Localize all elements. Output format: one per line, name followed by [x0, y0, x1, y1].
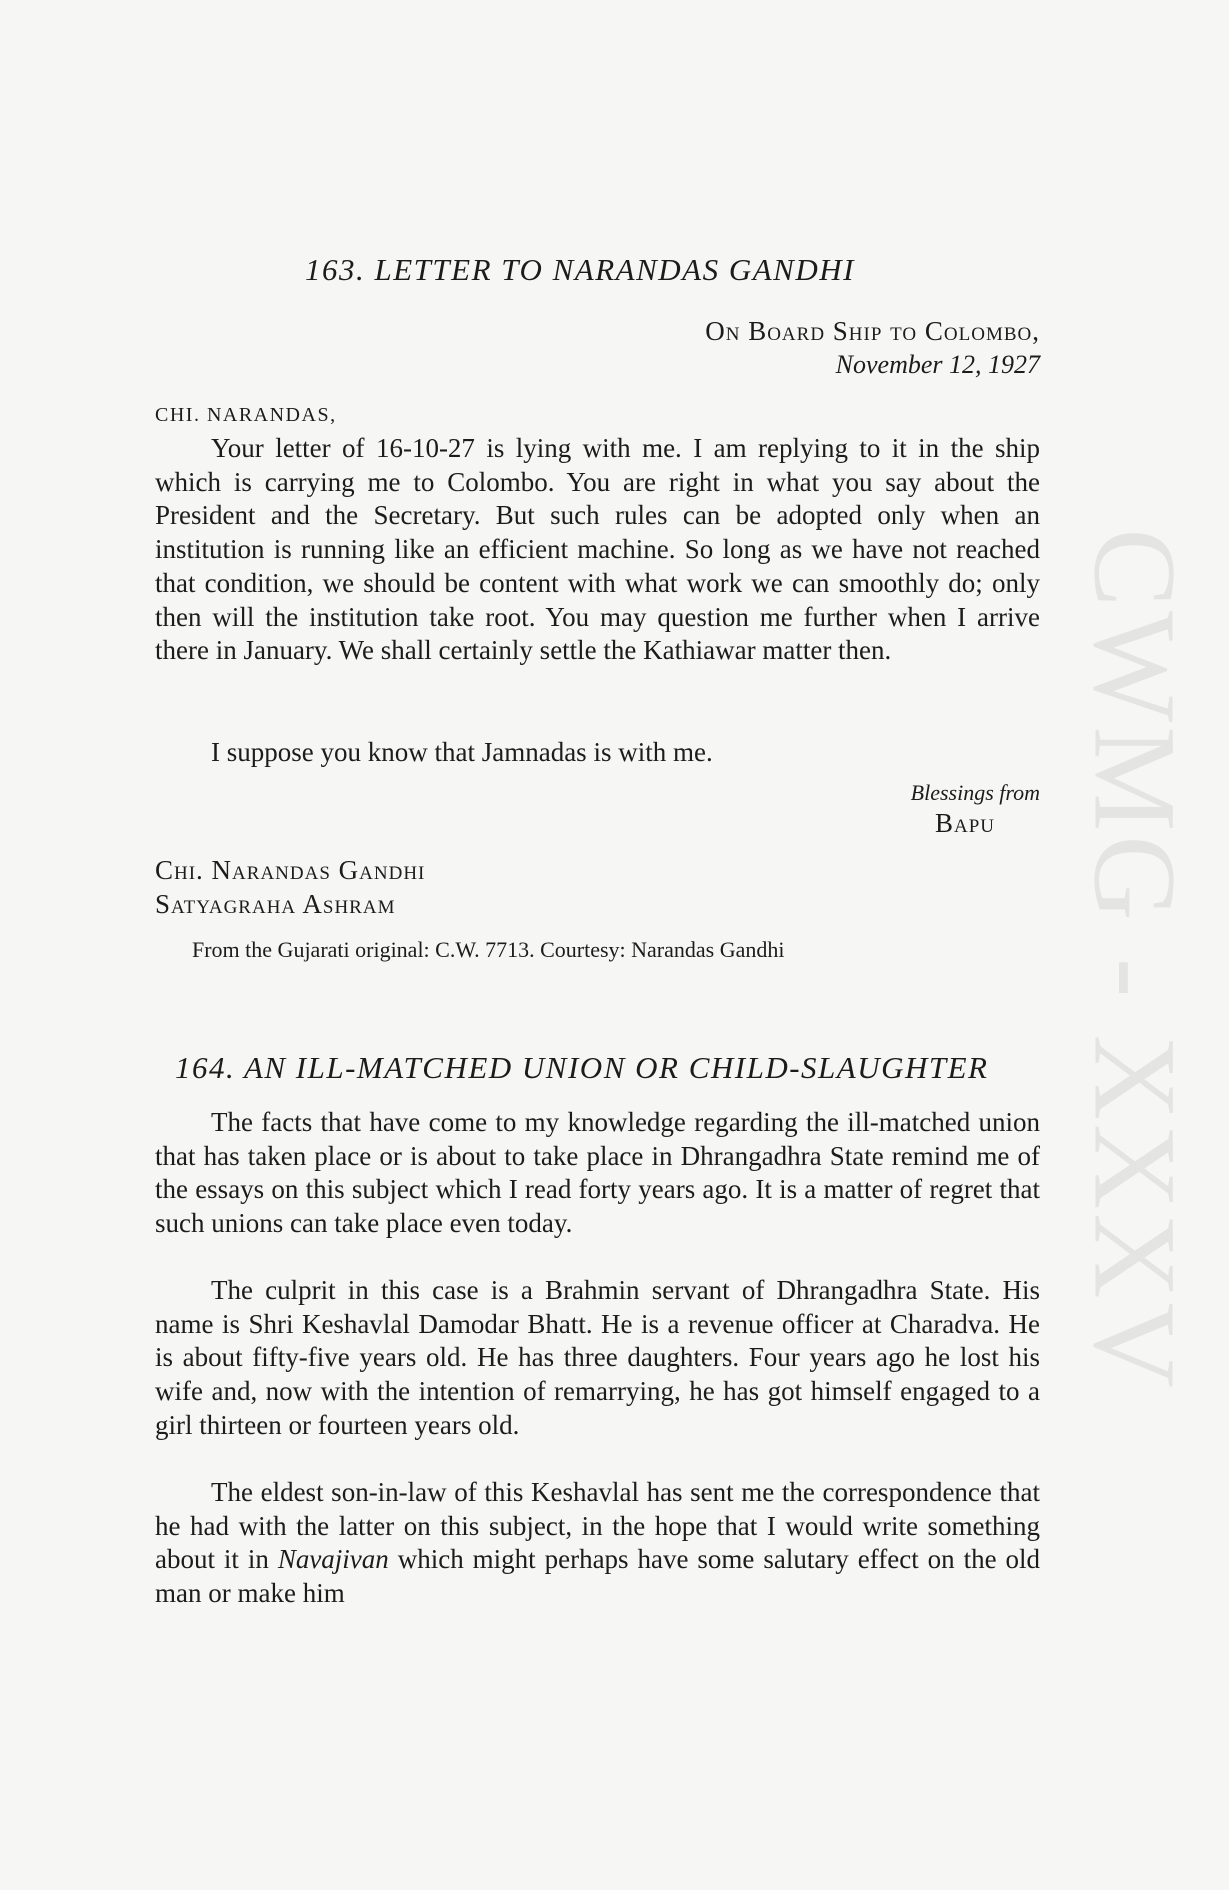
source-note: From the Gujarati original: C.W. 7713. Courtesy: Narandas Gandhi — [192, 937, 785, 962]
letter-paragraph: I suppose you know that Jamnadas is with me. — [211, 737, 713, 767]
letter-date: November 12, 1927 — [835, 350, 1040, 379]
document-page — [155, 0, 1040, 1890]
article-paragraph: The facts that have come to my knowledge regarding the ill-matched union that has taken place or is about to take place in Dhrangadhra State remind me of the essays on this subject which I read forty years ago. It is a matter of regret that such unions can take place even today. — [155, 1107, 1040, 1239]
paragraph-text: which might perhaps have some salutary effect on the old man or make him — [155, 1544, 1040, 1609]
article-paragraph — [155, 1476, 1040, 1611]
section-163-title: 163. LETTER TO NARANDAS GANDHI — [305, 252, 855, 287]
watermark-text: CWMG - XXXV — [1070, 528, 1201, 1392]
address-line: Chi. Narandas Gandhi — [155, 855, 426, 885]
letter-paragraph: Your letter of 16-10-27 is lying with me. I am replying to it in the ship which is carrying me to Colombo. You are right in what you say about the President and the Secretary. But such rules can be adopted only when an institution is running like an efficient machine. So long as we have not reached that condition, we should be content with what work we can smoothly do; only then will the institution take root. You may question me further when I arrive there in January. We shall certainly settle the Kathiawar matter then. — [155, 433, 1040, 666]
signature: Bapu — [934, 808, 995, 838]
publication-name: Navajivan — [277, 1544, 389, 1575]
salutation: CHI. NARANDAS, — [155, 404, 337, 426]
letter-place: On Board Ship to Colombo, — [705, 316, 1040, 346]
address-line: Satyagraha Ashram — [155, 889, 396, 919]
section-164-title: 164. AN ILL-MATCHED UNION OR CHILD-SLAUGHTER — [175, 1050, 989, 1085]
watermark — [1070, 440, 1201, 1480]
paragraph-text: The eldest son-in-law of this Keshavlal has sent me the correspondence that he had with the latter on this subject, in the hope that I would write something about it in — [155, 1477, 1040, 1575]
signoff: Blessings from — [910, 780, 1040, 805]
article-paragraph: The culprit in this case is a Brahmin servant of Dhrangadhra State. His name is Shri Keshavlal Damodar Bhatt. He is a revenue officer at Charadva. He is about fifty-five years old. He has three daughters. Four years ago he lost his wife and, now with the intention of remarrying, he has got himself engaged to a girl thirteen or fourteen years old. — [155, 1275, 1040, 1440]
